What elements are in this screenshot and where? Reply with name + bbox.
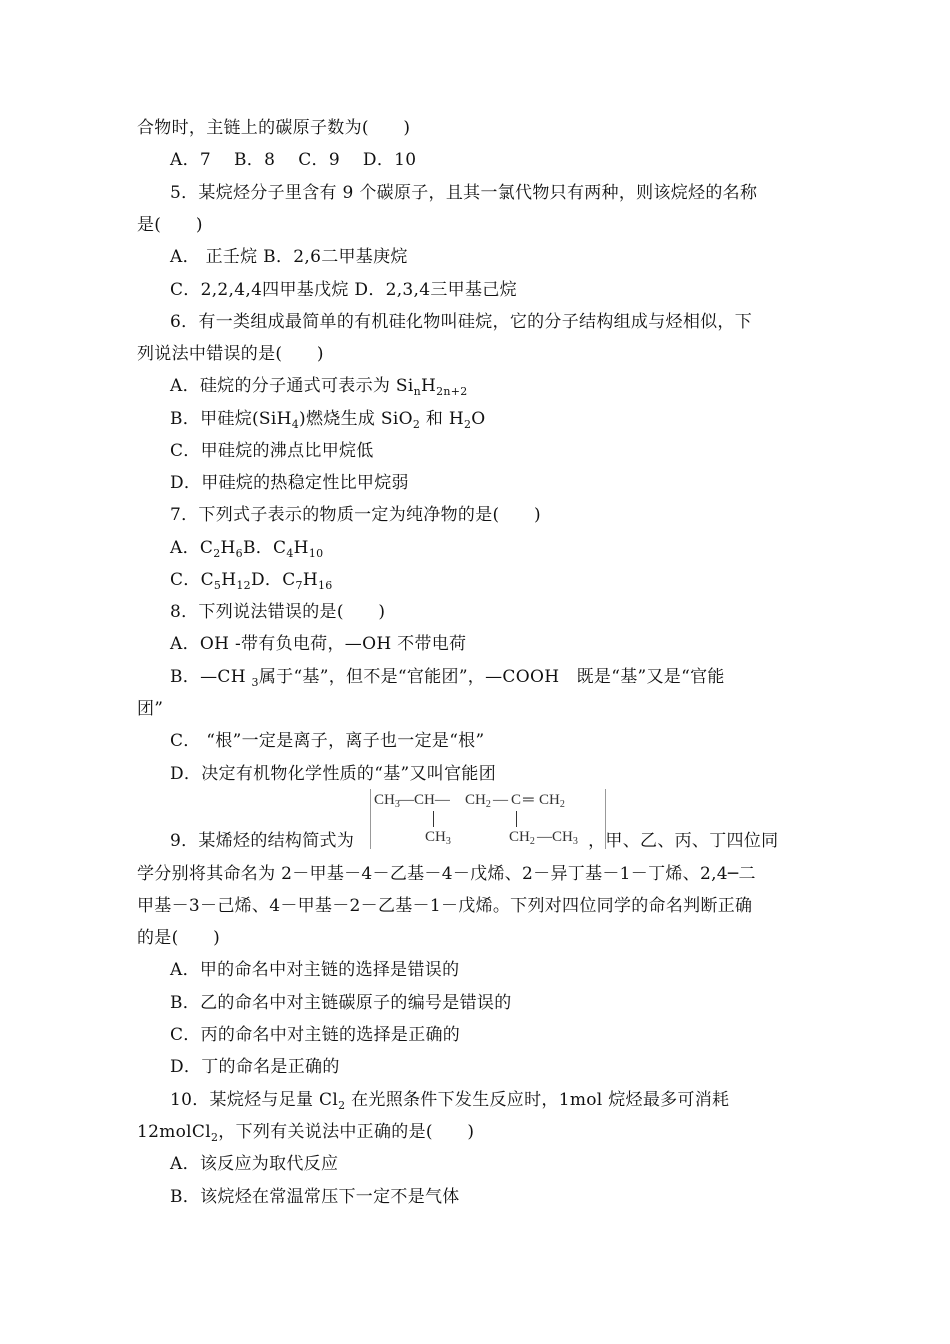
q6-stem-line2: 列说法中错误的是( ) [137,344,324,364]
q8-option-b-line1: B．—CH $_3$属于“基”，但不是“官能团”，—COOH 既是“基”又是“官能 [170,667,725,689]
formula-ch: —CH— [399,792,450,808]
q9-option-b: B．乙的命名中对主链碳原子的编号是错误的 [170,993,512,1013]
formula-ch2-terminal: $CH_2$ [539,792,565,810]
q6-option-d: D．甲硅烷的热稳定性比甲烷弱 [170,473,409,493]
q6-stem-line1: 6．有一类组成最简单的有机硅化物叫硅烷，它的分子结构组成与烃相似，下 [170,312,753,332]
q9-stem-line2: 学分别将其命名为 2－甲基－4－乙基－4－戊烯、2－异丁基－1－丁烯、2,4─二 [137,864,756,884]
q7-options-ab: A．$C_2H_6B$．$C_4H_{10}$ [170,538,324,560]
q8-option-d: D．决定有机物化学性质的“基”又叫官能团 [170,764,497,784]
q9-option-c: C．丙的命名中对主链的选择是正确的 [170,1025,461,1045]
formula-double-bond: ═ [523,792,534,808]
q5-options-ab: A． 正壬烷 B．2,6二甲基庚烷 [170,247,408,267]
q5-stem-line1: 5．某烷烃分子里含有 9 个碳原子，且其一氯代物只有两种，则该烷烃的名称 [170,183,758,203]
q10-option-b: B．该烷烃在常温常压下一定不是气体 [170,1187,460,1207]
formula-vertical-bond-2 [516,811,517,827]
formula-vertical-bond-1 [433,811,434,827]
q4-options: A．7 B．8 C．9 D．10 [170,150,417,170]
q8-stem: 8．下列说法错误的是( ) [170,602,386,622]
q6-option-c: C．甲硅烷的沸点比甲烷低 [170,441,374,461]
q5-stem-line2: 是( ) [137,215,203,235]
q9-option-a: A．甲的命名中对主链的选择是错误的 [170,960,460,980]
formula-ch2-middle: $CH_2$ [465,792,491,810]
q5-options-cd: C．2,2,4,4四甲基戊烷 D．2,3,4三甲基己烷 [170,280,517,300]
q9-stem-line1: 9．某烯烃的结构简式为 ，甲、乙、丙、丁四位同 [170,831,779,851]
formula-ch3-branch: $CH_3$ [425,829,451,847]
formula-bond-dash: — [493,792,508,808]
formula-ch2-branch: $CH_2$ [509,829,535,847]
q9-stem-line4: 的是( ) [137,928,221,948]
formula-c: C [511,792,522,808]
q7-stem: 7．下列式子表示的物质一定为纯净物的是( ) [170,505,541,525]
q10-option-a: A．该反应为取代反应 [170,1154,339,1174]
q9-option-d: D．丁的命名是正确的 [170,1057,340,1077]
q6-option-a: A．硅烷的分子通式可表示为 $Si_nH_{2n+2}$ [170,376,468,398]
formula-ch3-left: $CH_3$ [374,792,400,810]
q8-option-b-line2: 团” [137,699,164,719]
q9-stem-line3: 甲基－3－己烯、4－甲基－2－乙基－1－戊烯。下列对四位同学的命名判断正确 [137,896,753,916]
q7-options-cd: C．$C_5H_{12}D$．$C_7H_{16}$ [170,570,333,592]
q6-option-b: B．甲硅烷(SiH$_4$)燃烧生成 SiO$_2$ 和 $H_2O$ [170,409,486,431]
q8-option-a: A．OH -带有负电荷，—OH 不带电荷 [170,634,467,654]
q4-continuation: 合物时，主链上的碳原子数为( ) [137,118,411,138]
q8-option-c: C． “根”一定是离子，离子也一定是“根” [170,731,485,751]
formula-ch3-ethyl: $—CH_3$ [537,829,578,847]
q10-stem-line2: 12molCl$_2$，下列有关说法中正确的是( ) [137,1122,475,1144]
q10-stem-line1: 10．某烷烃与足量 $Cl_2$ 在光照条件下发生反应时，1mol 烷烃最多可消耗 [170,1090,730,1112]
